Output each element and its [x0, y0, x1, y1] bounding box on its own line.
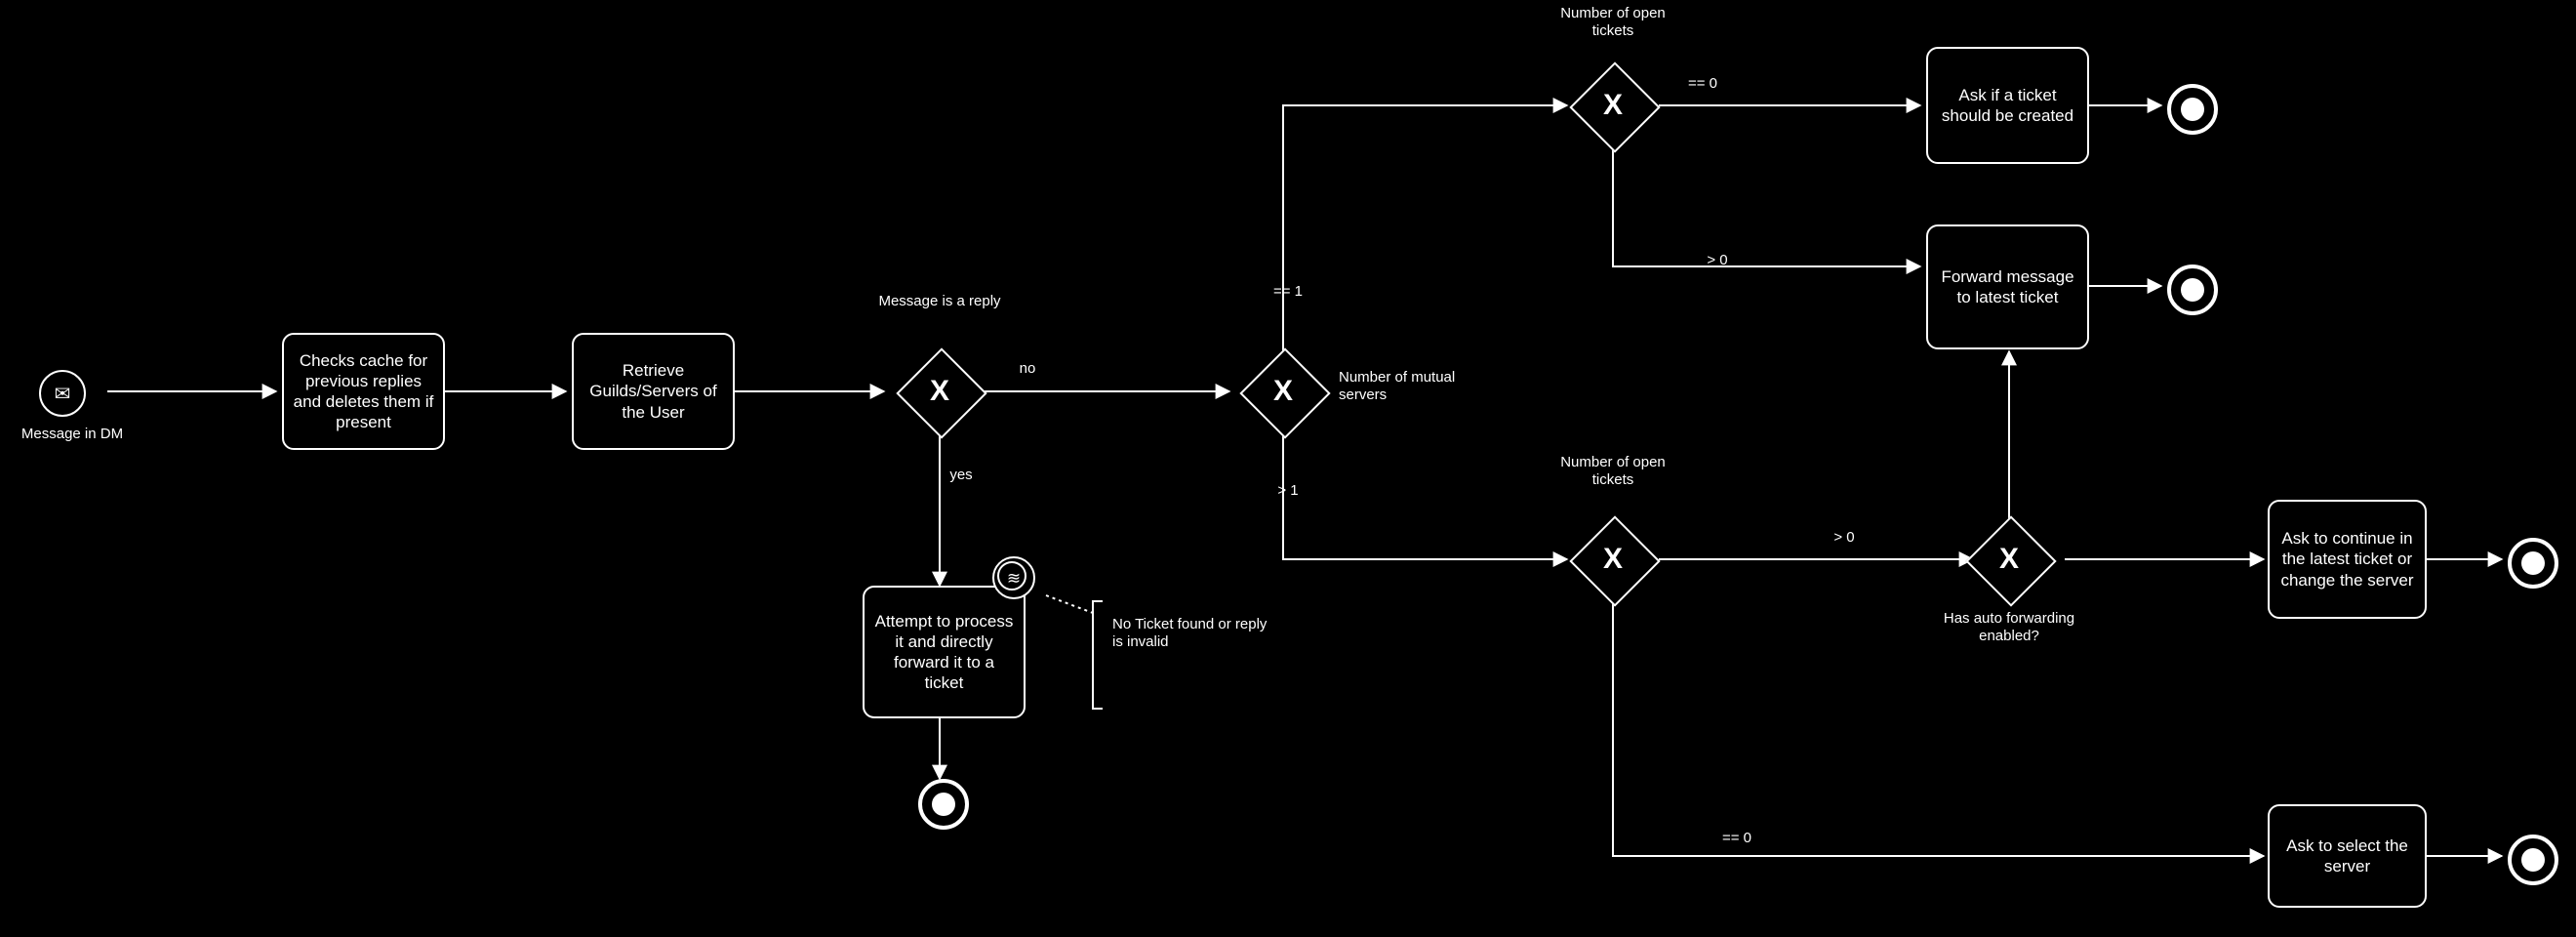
- edge-label-mutual-eq-1: == 1: [1272, 283, 1304, 300]
- gateway-open-tickets-top[interactable]: [1583, 75, 1643, 136]
- end-event-inner: [2181, 98, 2204, 121]
- gateway-message-is-reply[interactable]: [909, 361, 970, 422]
- gateway-open-tickets-bottom[interactable]: [1583, 529, 1643, 590]
- edge-label-bottom-eq-0: == 0: [1721, 830, 1752, 846]
- end-event-after-ask-create[interactable]: [2167, 84, 2218, 135]
- edge-label-mutual-gt-1: > 1: [1277, 482, 1299, 499]
- gateway-x-symbol: X: [1272, 375, 1293, 407]
- envelope-icon: [39, 370, 86, 417]
- task-ask-continue-or-change[interactable]: [2268, 500, 2427, 619]
- task-forward-latest-ticket-label: Forward message to latest ticket: [1941, 266, 2074, 306]
- start-event-message-in-dm[interactable]: [39, 370, 86, 417]
- start-event-label: Message in DM: [20, 426, 124, 442]
- edge-label-yes: yes: [949, 467, 973, 483]
- task-attempt-process-label: Attempt to process it and directly forward it to a ticket: [874, 611, 1014, 693]
- gateway-message-is-reply-label: Message is a reply: [878, 293, 1001, 309]
- end-event-after-select-server[interactable]: [2508, 835, 2558, 885]
- gateway-x-symbol: X: [1602, 89, 1623, 121]
- end-event-after-attempt[interactable]: [918, 779, 969, 830]
- task-retrieve-guilds[interactable]: [572, 333, 735, 450]
- edge-label-bottom-gt-0: > 0: [1833, 529, 1855, 546]
- task-retrieve-guilds-label: Retrieve Guilds/Servers of the User: [589, 361, 717, 422]
- boundary-event-no-ticket-found[interactable]: [992, 556, 1035, 599]
- task-ask-create-ticket-label: Ask if a ticket should be created: [1941, 85, 2074, 125]
- end-event-inner: [2521, 551, 2545, 575]
- gateway-auto-forwarding-label: Has auto forwarding enabled?: [1943, 610, 2075, 644]
- gateway-x-symbol: X: [1602, 543, 1623, 575]
- task-checks-cache-label: Checks cache for previous replies and deletes them if present: [293, 350, 434, 432]
- gateway-open-tickets-bottom-label: Number of open tickets: [1560, 454, 1666, 488]
- edge-label-no: no: [1019, 360, 1036, 377]
- task-forward-latest-ticket[interactable]: [1926, 224, 2089, 349]
- gateway-mutual-servers-label: Number of mutual servers: [1339, 369, 1456, 403]
- task-attempt-process[interactable]: [863, 586, 1026, 718]
- task-ask-select-server-label: Ask to select the server: [2286, 835, 2408, 876]
- start-event-glyph: ✉: [54, 383, 71, 405]
- edge-label-top-eq-0: == 0: [1687, 75, 1718, 92]
- task-ask-select-server[interactable]: [2268, 804, 2427, 908]
- gateway-x-symbol: X: [1998, 543, 2019, 575]
- gateway-x-symbol: X: [929, 375, 949, 407]
- task-ask-create-ticket[interactable]: [1926, 47, 2089, 164]
- gateway-mutual-servers[interactable]: [1253, 361, 1313, 422]
- end-event-inner: [932, 793, 955, 816]
- error-event-icon: [992, 556, 1035, 599]
- edge-label-top-gt-0: > 0: [1707, 252, 1728, 268]
- end-event-after-continue-change[interactable]: [2508, 538, 2558, 589]
- task-ask-continue-or-change-label: Ask to continue in the latest ticket or change the server: [2280, 529, 2414, 590]
- end-event-inner: [2521, 848, 2545, 872]
- boundary-event-glyph: ≋: [1006, 568, 1022, 588]
- gateway-auto-forwarding[interactable]: [1979, 529, 2039, 590]
- end-event-inner: [2181, 278, 2204, 302]
- gateway-open-tickets-top-label: Number of open tickets: [1560, 5, 1666, 39]
- boundary-event-label: No Ticket found or reply is invalid: [1112, 616, 1268, 650]
- end-event-after-forward[interactable]: [2167, 265, 2218, 315]
- task-checks-cache[interactable]: [282, 333, 445, 450]
